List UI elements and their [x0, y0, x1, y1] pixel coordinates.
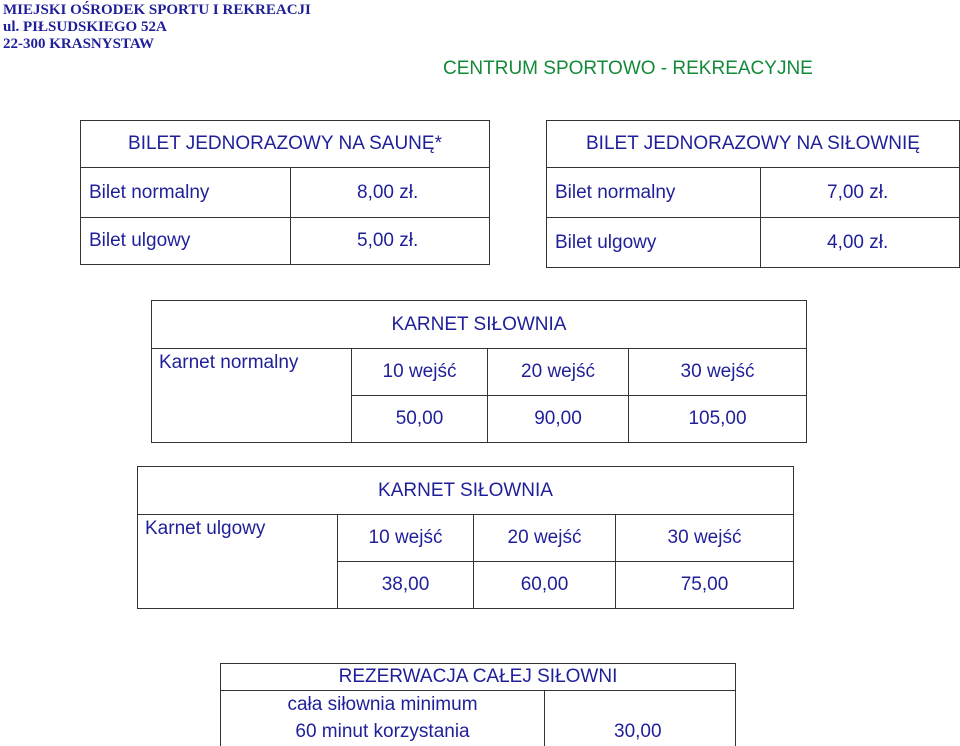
reservation-line2: 60 minut korzystania: [295, 721, 470, 742]
org-street: ul. PIŁSUDSKIEGO 52A: [3, 19, 167, 35]
reservation-line1: cała siłownia minimum: [287, 694, 478, 715]
pass-normal-title: KARNET SIŁOWNIA: [151, 300, 807, 349]
pass-reduced-price-20: 60,00: [473, 561, 616, 609]
pass-normal-price-10: 50,00: [351, 395, 488, 443]
gym-reduced-label: Bilet ulgowy: [546, 217, 761, 268]
sauna-reduced-label: Bilet ulgowy: [80, 217, 291, 265]
pass-reduced-col-10: 10 wejść: [337, 514, 474, 562]
pass-normal-label: Karnet normalny: [159, 352, 299, 373]
org-name: MIEJSKI OŚRODEK SPORTU I REKREACJI: [3, 2, 311, 18]
org-city: 22-300 KRASNYSTAW: [3, 36, 154, 52]
pass-reduced-label: Karnet ulgowy: [145, 518, 266, 539]
sauna-normal-label: Bilet normalny: [80, 167, 291, 218]
sauna-normal-price: 8,00 zł.: [290, 167, 490, 218]
reservation-title: REZERWACJA CAŁEJ SIŁOWNI: [220, 663, 736, 691]
gym-title: BILET JEDNORAZOWY NA SIŁOWNIĘ: [546, 120, 960, 168]
pass-normal-price-20: 90,00: [487, 395, 629, 443]
pass-reduced-price-30: 75,00: [615, 561, 794, 609]
pass-normal-price-30: 105,00: [628, 395, 807, 443]
gym-normal-label: Bilet normalny: [546, 167, 761, 218]
sauna-title: BILET JEDNORAZOWY NA SAUNĘ*: [80, 120, 490, 168]
sauna-reduced-price: 5,00 zł.: [290, 217, 490, 265]
pass-normal-col-30: 30 wejść: [628, 348, 807, 396]
pass-reduced-col-20: 20 wejść: [473, 514, 616, 562]
gym-normal-price: 7,00 zł.: [760, 167, 960, 218]
pass-normal-col-20: 20 wejść: [487, 348, 629, 396]
pass-reduced-col-30: 30 wejść: [615, 514, 794, 562]
pass-reduced-title: KARNET SIŁOWNIA: [137, 466, 794, 515]
center-title: CENTRUM SPORTOWO - REKREACYJNE: [443, 58, 813, 79]
pass-normal-col-10: 10 wejść: [351, 348, 488, 396]
pass-reduced-price-10: 38,00: [337, 561, 474, 609]
gym-reduced-price: 4,00 zł.: [760, 217, 960, 268]
reservation-price: 30,00: [614, 721, 662, 742]
